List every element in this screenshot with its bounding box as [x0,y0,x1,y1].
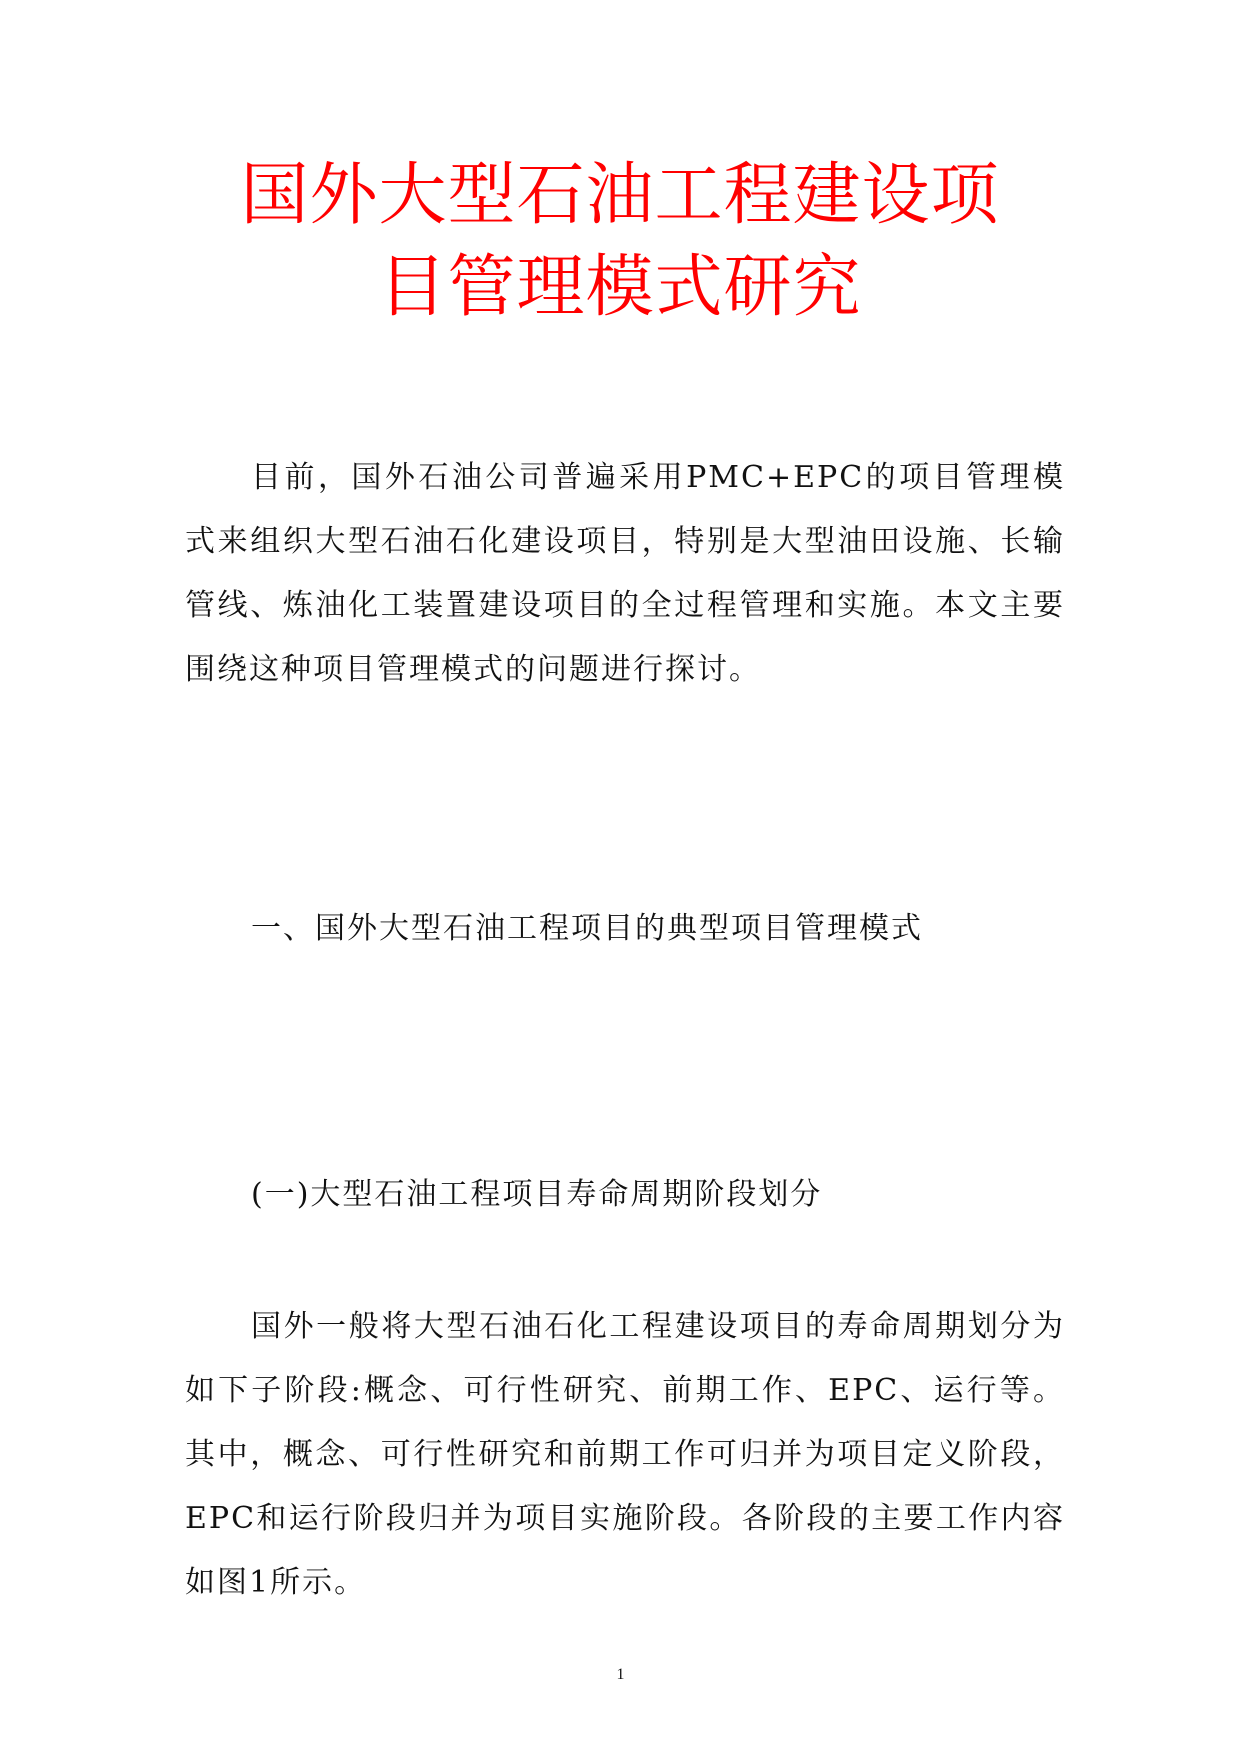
intro-paragraph: 目前，国外石油公司普遍采用PMC+EPC的项目管理模式来组织大型石油石化建设项目，特别是大型油田设施、长输管线、炼油化工装置建设项目的全过程管理和实施。本文主要围绕这种项目管理模式的问题进行探讨。 [185,460,1065,687]
title-line-2: 目管理模式研究 [378,248,862,327]
title-line-1: 国外大型石油工程建设项 [240,156,1000,235]
document-title [150,150,1090,334]
page-number: 1 [616,1666,625,1683]
body-paragraph-2: 国外一般将大型石油石化工程建设项目的寿命周期划分为如下子阶段:概念、可行性研究、前期工作、EPC、运行等。其中，概念、可行性研究和前期工作可归并为项目定义阶段，EPC和运行阶段归并为项目实施阶段。各阶段的主要工作内容如图1所示。 [185,1309,1065,1600]
section-heading-1: 一、国外大型石油工程项目的典型项目管理模式 [251,911,923,946]
subsection-heading-1: (一)大型石油工程项目寿命周期阶段划分 [251,1177,823,1212]
